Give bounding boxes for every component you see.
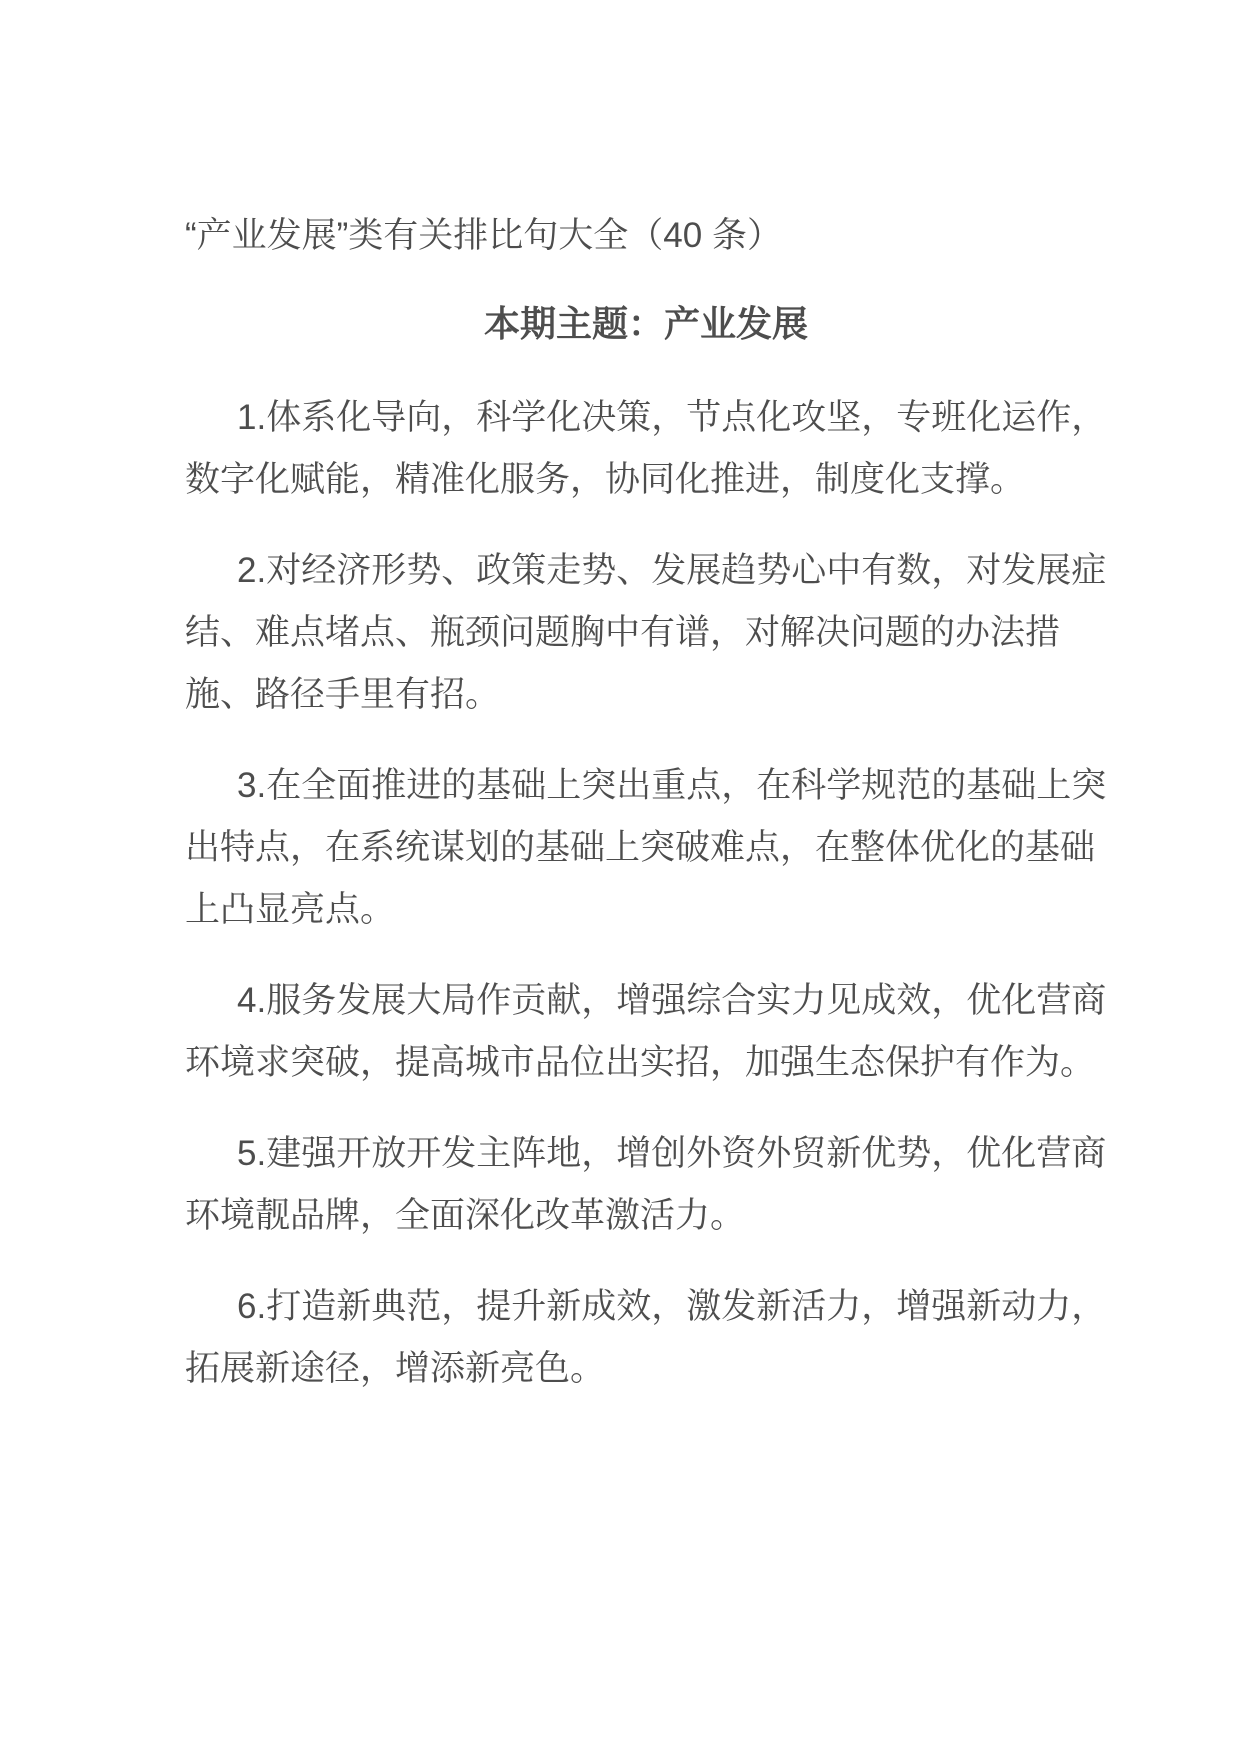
body-paragraph-2: 2.对经济形势、政策走势、发展趋势心中有数，对发展症结、难点堵点、瓶颈问题胸中有谱，对解决问题的办法措施、路径手里有招。 bbox=[185, 551, 1107, 714]
document-title: “产业发展”类有关排比句大全（40 条） bbox=[185, 216, 782, 255]
body-paragraph-6: 6.打造新典范，提升新成效，激发新活力，增强新动力，拓展新途径，增添新亮色。 bbox=[185, 1287, 1107, 1388]
body-paragraph-3: 3.在全面推进的基础上突出重点，在科学规范的基础上突出特点，在系统谋划的基础上突破难点，在整体优化的基础上凸显亮点。 bbox=[185, 766, 1107, 929]
document-subtitle: 本期主题：产业发展 bbox=[483, 303, 808, 344]
body-paragraph-5: 5.建强开放开发主阵地，增创外资外贸新优势，优化营商环境靓品牌，全面深化改革激活力。 bbox=[185, 1134, 1107, 1235]
body-paragraph-1: 1.体系化导向，科学化决策，节点化攻坚，专班化运作，数字化赋能，精准化服务，协同化推进，制度化支撑。 bbox=[185, 398, 1107, 499]
body-paragraph-4: 4.服务发展大局作贡献，增强综合实力见成效，优化营商环境求突破，提高城市品位出实招，加强生态保护有作为。 bbox=[185, 981, 1107, 1082]
